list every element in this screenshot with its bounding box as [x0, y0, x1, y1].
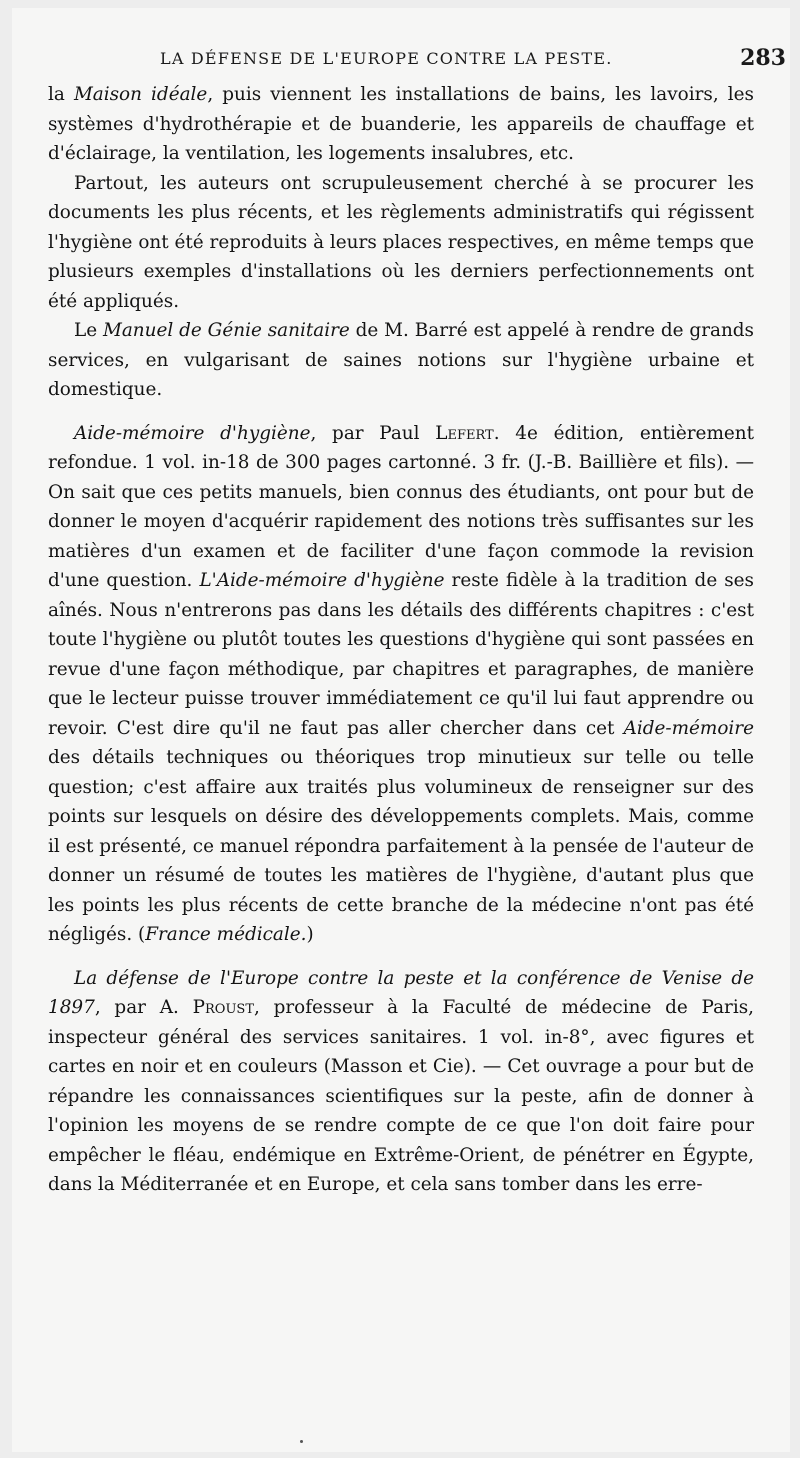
paragraph-2: Partout, les auteurs ont scrupuleusement cherché à se procurer les documents les plus récents, et les règlements administratifs qui régissent l'hygiène ont été reproduits à leurs places respectives, en même temps que plusieurs exemples d'installations où les derniers perfectionnements ont été appliqués.	[48, 172, 754, 312]
p4-italic-2: L'Aide-mémoire d'hygiène	[199, 570, 445, 591]
p4-text-4: des détails techniques ou théoriques trop minutieux sur telle ou telle question; c'est affaire aux traités plus volumineux de renseigner sur des points sur lesquels on désire des développements complets. Mais, comme il est présenté, ce manuel répondra parfaitement à la pensée de l'auteur de donner un résumé de toutes les matières de l'hygiène, d'autant plus que les points les plus récents de cette branche de la médecine n'ont pas été négligés. (	[48, 747, 754, 945]
body-text	[48, 80, 754, 1200]
p4-text-5: )	[306, 924, 314, 945]
p3-text-1: Le	[74, 320, 103, 341]
p1-text-2: , puis viennent les installations de bains, les lavoirs, les systèmes d'hydrothérapie et de buanderie, les appareils de chauffage et d'éclairage, la ventilation, les logements insalubres, etc.	[48, 84, 754, 164]
p5-italic-1: La défense de l'Europe contre la peste et la conférence de Venise de 1897	[48, 967, 754, 1018]
p4-italic-1: Aide-mémoire d'hygiène	[74, 422, 311, 444]
paragraph-3	[48, 316, 754, 405]
running-title: LA DÉFENSE DE L'EUROPE CONTRE LA PESTE.	[160, 49, 613, 68]
paragraph-5	[48, 964, 754, 1200]
p4-text-2: . 4e édition, entièrement refondue. 1 vol. in-18 de 300 pages cartonné. 3 fr. (J.-B. Baillière et fils). — On sait que ces petits manuels, bien connus des étudiants, ont pour but de donner le moyen d'acquérir rapidement des notions très suffisantes sur les matières d'un examen et de faciliter d'une façon commode la revision d'une question.	[48, 422, 754, 591]
p5-text-1: , par A.	[94, 997, 193, 1018]
paragraph-4	[48, 419, 754, 950]
page-number: 283	[740, 45, 786, 71]
p4-italic-4: France médicale.	[145, 924, 307, 945]
p4-italic-3: Aide-mémoire	[623, 717, 754, 739]
p1-italic-1: Maison idéale	[73, 84, 208, 105]
paragraph-1	[48, 80, 754, 169]
p5-text-2: , professeur à la Faculté de médecine de Paris, inspecteur général des services sanitaires. 1 vol. in-8°, avec figures et cartes en noir et en couleurs (Masson et Cie). — Cet ouvrage a pour but de répandre les connaissances scientifiques sur la peste, afin de donner à l'opinion les moyens de se rendre compte de ce que l'on doit faire pour empêcher le fléau, endémique en Extrême-Orient, de pénétrer en Égypte, dans la Méditerranée et en Europe, et cela sans tomber dans les erre-	[48, 997, 754, 1195]
p4-text-1: , par Paul	[310, 422, 436, 444]
p4-author: Lefert	[435, 422, 494, 444]
p1-text-1: la	[48, 84, 74, 105]
p5-author: Proust	[192, 997, 254, 1018]
printer-mark	[300, 1440, 303, 1443]
page-header	[60, 45, 786, 75]
p3-text-2: de M. Barré est appelé à rendre de grands services, en vulgarisant de saines notions sur l'hygiène urbaine et domestique.	[48, 320, 754, 400]
p3-italic-1: Manuel de Génie sanitaire	[102, 320, 350, 341]
p4-text-3: reste fidèle à la tradition de ses aînés. Nous n'entrerons pas dans les détails des différents chapitres : c'est toute l'hygiène ou plutôt toutes les questions d'hygiène qui sont passées en revue d'une façon méthodique, par chapitres et paragraphes, de manière que le lecteur puisse trouver immédiatement ce qu'il lui faut apprendre ou revoir. C'est dire qu'il ne faut pas aller chercher dans cet	[48, 570, 754, 739]
